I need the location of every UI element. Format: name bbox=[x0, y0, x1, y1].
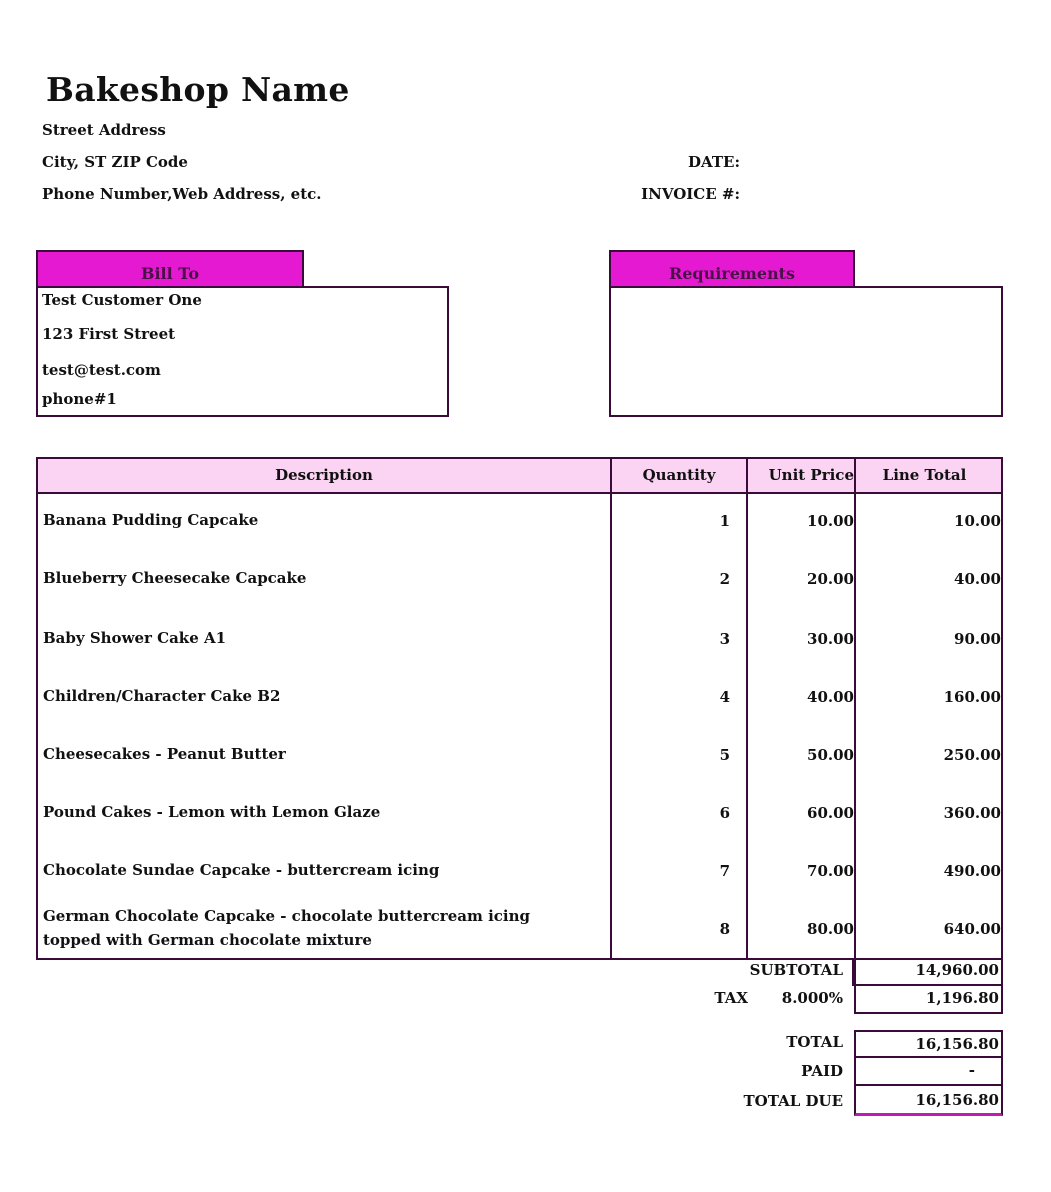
row-line-total: 10.00 bbox=[954, 512, 1001, 530]
items-table bbox=[36, 457, 1003, 960]
row-description: Banana Pudding Capcake bbox=[43, 511, 259, 529]
row-unit-price: 10.00 bbox=[807, 512, 854, 530]
row-unit-price: 20.00 bbox=[807, 570, 854, 588]
requirements-box bbox=[609, 286, 1003, 417]
contact-line: Phone Number,Web Address, etc. bbox=[42, 185, 322, 203]
subtotal-label: SUBTOTAL bbox=[749, 961, 843, 979]
row-quantity: 3 bbox=[719, 630, 730, 648]
row-line-total: 40.00 bbox=[954, 570, 1001, 588]
row-unit-price: 30.00 bbox=[807, 630, 854, 648]
invoice-number-label: INVOICE #: bbox=[641, 185, 740, 203]
row-unit-price: 60.00 bbox=[807, 804, 854, 822]
shop-name: Bakeshop Name bbox=[46, 70, 350, 109]
row-unit-price: 70.00 bbox=[807, 862, 854, 880]
row-quantity: 7 bbox=[719, 862, 730, 880]
row-line-total: 490.00 bbox=[943, 862, 1001, 880]
column-divider bbox=[610, 459, 612, 958]
requirements-heading: Requirements bbox=[609, 250, 855, 286]
row-description: Baby Shower Cake A1 bbox=[43, 629, 227, 647]
subtotal-value: 14,960.00 bbox=[854, 958, 1003, 986]
row-description: Children/Character Cake B2 bbox=[43, 687, 281, 705]
bill-to-street: 123 First Street bbox=[42, 325, 176, 343]
row-description: Chocolate Sundae Capcake - buttercream icing bbox=[43, 861, 440, 879]
row-quantity: 6 bbox=[719, 804, 730, 822]
row-unit-price: 40.00 bbox=[807, 688, 854, 706]
bill-to-phone: phone#1 bbox=[42, 390, 117, 408]
row-unit-price: 80.00 bbox=[807, 920, 854, 938]
row-description: Cheesecakes - Peanut Butter bbox=[43, 745, 286, 763]
row-quantity: 4 bbox=[719, 688, 730, 706]
row-line-total: 360.00 bbox=[943, 804, 1001, 822]
tax-value: 1,196.80 bbox=[854, 986, 1003, 1014]
total-label: TOTAL bbox=[786, 1033, 843, 1051]
row-unit-price: 50.00 bbox=[807, 746, 854, 764]
column-header-line-total: Line Total bbox=[882, 466, 967, 484]
total-due-value: 16,156.80 bbox=[854, 1086, 1003, 1116]
row-quantity: 2 bbox=[719, 570, 730, 588]
column-header-description: Description bbox=[275, 466, 373, 484]
bill-to-heading: Bill To bbox=[36, 250, 304, 286]
row-quantity: 5 bbox=[719, 746, 730, 764]
column-header-quantity: Quantity bbox=[642, 466, 716, 484]
city-line: City, ST ZIP Code bbox=[42, 153, 188, 171]
column-header-unit-price: Unit Price bbox=[768, 466, 854, 484]
row-description: Pound Cakes - Lemon with Lemon Glaze bbox=[43, 803, 381, 821]
street-address: Street Address bbox=[42, 121, 166, 139]
row-quantity: 1 bbox=[719, 512, 730, 530]
total-value: 16,156.80 bbox=[854, 1030, 1003, 1058]
row-description: Blueberry Cheesecake Capcake bbox=[43, 569, 307, 587]
row-line-total: 160.00 bbox=[943, 688, 1001, 706]
row-line-total: 90.00 bbox=[954, 630, 1001, 648]
paid-label: PAID bbox=[801, 1062, 843, 1080]
tax-rate: 8.000% bbox=[781, 989, 843, 1007]
total-due-label: TOTAL DUE bbox=[743, 1092, 843, 1110]
row-description: German Chocolate Capcake - chocolate buttercream icing topped with German chocolate mixture bbox=[43, 907, 530, 949]
bill-to-email: test@test.com bbox=[42, 361, 161, 379]
paid-value: - bbox=[854, 1058, 1003, 1086]
row-line-total: 640.00 bbox=[943, 920, 1001, 938]
row-quantity: 8 bbox=[719, 920, 730, 938]
column-divider bbox=[854, 459, 856, 958]
row-line-total: 250.00 bbox=[943, 746, 1001, 764]
bill-to-name: Test Customer One bbox=[42, 291, 202, 309]
date-label: DATE: bbox=[688, 153, 740, 171]
column-divider bbox=[746, 459, 748, 958]
tax-label: TAX bbox=[714, 989, 748, 1007]
